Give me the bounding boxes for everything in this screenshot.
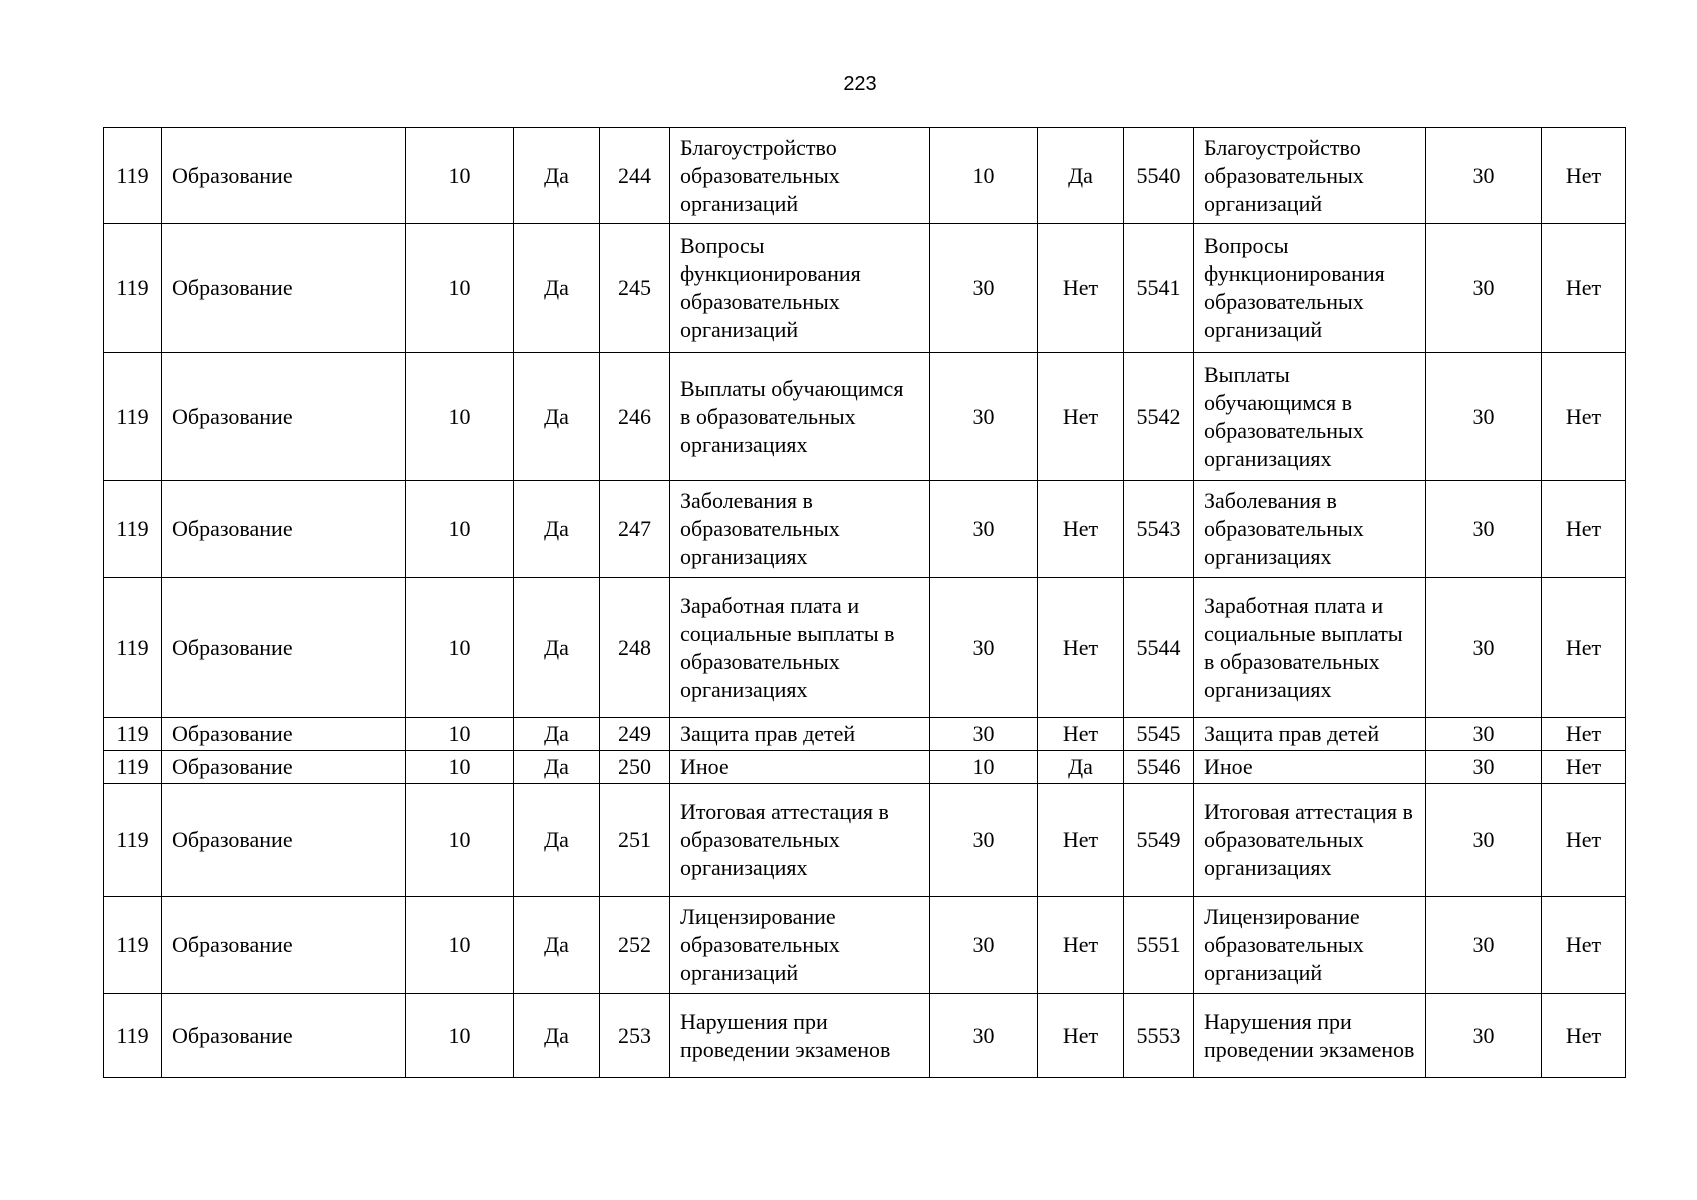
cell-question-name: Выплаты обучающимся в образовательных организациях <box>1194 353 1426 481</box>
cell-topic-code: 250 <box>600 751 670 784</box>
cell-section-flag: Да <box>514 718 600 751</box>
cell-question-code: 5542 <box>1124 353 1194 481</box>
table-row <box>104 718 1626 751</box>
cell-section-flag: Да <box>514 994 600 1078</box>
cell-topic-name: Вопросы функционирования образовательных организаций <box>670 224 930 353</box>
table-row <box>104 897 1626 994</box>
cell-section-code: 119 <box>104 897 162 994</box>
cell-topic-code: 251 <box>600 784 670 897</box>
table-row <box>104 751 1626 784</box>
cell-section-days: 10 <box>406 224 514 353</box>
cell-section-code: 119 <box>104 353 162 481</box>
cell-section-days: 10 <box>406 578 514 718</box>
cell-question-flag: Нет <box>1542 784 1626 897</box>
cell-topic-days: 30 <box>930 784 1038 897</box>
cell-topic-name: Выплаты обучающимся в образовательных организациях <box>670 353 930 481</box>
cell-question-code: 5544 <box>1124 578 1194 718</box>
cell-question-code: 5540 <box>1124 128 1194 224</box>
cell-question-days: 30 <box>1426 578 1542 718</box>
table-row <box>104 578 1626 718</box>
cell-section-flag: Да <box>514 481 600 578</box>
cell-section-code: 119 <box>104 994 162 1078</box>
cell-section-name: Образование <box>162 481 406 578</box>
cell-section-flag: Да <box>514 353 600 481</box>
cell-question-days: 30 <box>1426 994 1542 1078</box>
cell-section-name: Образование <box>162 751 406 784</box>
cell-section-name: Образование <box>162 353 406 481</box>
cell-topic-code: 249 <box>600 718 670 751</box>
table-row <box>104 784 1626 897</box>
cell-section-name: Образование <box>162 718 406 751</box>
cell-topic-flag: Да <box>1038 128 1124 224</box>
cell-topic-flag: Нет <box>1038 897 1124 994</box>
cell-section-name: Образование <box>162 224 406 353</box>
cell-topic-flag: Нет <box>1038 224 1124 353</box>
cell-topic-days: 30 <box>930 718 1038 751</box>
cell-question-name: Лицензирование образовательных организаций <box>1194 897 1426 994</box>
cell-question-days: 30 <box>1426 718 1542 751</box>
cell-section-name: Образование <box>162 128 406 224</box>
cell-question-flag: Нет <box>1542 481 1626 578</box>
cell-topic-flag: Нет <box>1038 481 1124 578</box>
cell-topic-name: Заработная плата и социальные выплаты в образовательных организациях <box>670 578 930 718</box>
cell-question-code: 5541 <box>1124 224 1194 353</box>
cell-question-flag: Нет <box>1542 128 1626 224</box>
cell-section-name: Образование <box>162 578 406 718</box>
cell-section-days: 10 <box>406 751 514 784</box>
cell-topic-flag: Нет <box>1038 718 1124 751</box>
cell-question-name: Итоговая аттестация в образовательных организациях <box>1194 784 1426 897</box>
cell-section-name: Образование <box>162 994 406 1078</box>
cell-section-days: 10 <box>406 481 514 578</box>
cell-question-days: 30 <box>1426 224 1542 353</box>
cell-topic-name: Заболевания в образовательных организациях <box>670 481 930 578</box>
cell-topic-flag: Нет <box>1038 353 1124 481</box>
cell-topic-code: 246 <box>600 353 670 481</box>
cell-topic-code: 252 <box>600 897 670 994</box>
cell-question-days: 30 <box>1426 751 1542 784</box>
cell-question-flag: Нет <box>1542 751 1626 784</box>
cell-topic-code: 248 <box>600 578 670 718</box>
cell-topic-days: 30 <box>930 353 1038 481</box>
cell-section-code: 119 <box>104 578 162 718</box>
cell-question-flag: Нет <box>1542 994 1626 1078</box>
cell-question-name: Вопросы функционирования образовательных организаций <box>1194 224 1426 353</box>
cell-section-days: 10 <box>406 718 514 751</box>
cell-topic-days: 10 <box>930 128 1038 224</box>
cell-question-flag: Нет <box>1542 224 1626 353</box>
cell-section-code: 119 <box>104 481 162 578</box>
cell-topic-code: 253 <box>600 994 670 1078</box>
cell-question-days: 30 <box>1426 128 1542 224</box>
cell-question-code: 5546 <box>1124 751 1194 784</box>
cell-section-days: 10 <box>406 994 514 1078</box>
table-row <box>104 994 1626 1078</box>
cell-topic-flag: Нет <box>1038 784 1124 897</box>
cell-topic-name: Итоговая аттестация в образовательных организациях <box>670 784 930 897</box>
cell-topic-flag: Нет <box>1038 994 1124 1078</box>
cell-topic-days: 30 <box>930 481 1038 578</box>
cell-question-name: Нарушения при проведении экзаменов <box>1194 994 1426 1078</box>
cell-section-code: 119 <box>104 784 162 897</box>
cell-question-code: 5549 <box>1124 784 1194 897</box>
cell-question-name: Заболевания в образовательных организациях <box>1194 481 1426 578</box>
cell-question-flag: Нет <box>1542 578 1626 718</box>
cell-section-flag: Да <box>514 128 600 224</box>
cell-section-days: 10 <box>406 784 514 897</box>
cell-question-name: Благоустройство образовательных организаций <box>1194 128 1426 224</box>
cell-question-code: 5551 <box>1124 897 1194 994</box>
cell-section-code: 119 <box>104 224 162 353</box>
cell-question-name: Заработная плата и социальные выплаты в образовательных организациях <box>1194 578 1426 718</box>
cell-section-code: 119 <box>104 751 162 784</box>
cell-question-days: 30 <box>1426 897 1542 994</box>
cell-question-flag: Нет <box>1542 897 1626 994</box>
cell-section-days: 10 <box>406 897 514 994</box>
cell-question-flag: Нет <box>1542 353 1626 481</box>
cell-question-days: 30 <box>1426 784 1542 897</box>
table-row <box>104 128 1626 224</box>
cell-topic-flag: Да <box>1038 751 1124 784</box>
cell-section-name: Образование <box>162 897 406 994</box>
table-row <box>104 481 1626 578</box>
cell-topic-flag: Нет <box>1038 578 1124 718</box>
data-table <box>103 127 1626 1078</box>
cell-topic-name: Благоустройство образовательных организаций <box>670 128 930 224</box>
cell-topic-name: Лицензирование образовательных организаций <box>670 897 930 994</box>
cell-section-days: 10 <box>406 353 514 481</box>
cell-topic-days: 30 <box>930 994 1038 1078</box>
cell-section-code: 119 <box>104 128 162 224</box>
cell-section-days: 10 <box>406 128 514 224</box>
table-row <box>104 353 1626 481</box>
cell-section-flag: Да <box>514 224 600 353</box>
cell-question-days: 30 <box>1426 481 1542 578</box>
cell-topic-days: 10 <box>930 751 1038 784</box>
cell-section-flag: Да <box>514 578 600 718</box>
cell-topic-name: Защита прав детей <box>670 718 930 751</box>
cell-topic-name: Нарушения при проведении экзаменов <box>670 994 930 1078</box>
cell-section-name: Образование <box>162 784 406 897</box>
cell-section-flag: Да <box>514 751 600 784</box>
cell-topic-days: 30 <box>930 224 1038 353</box>
cell-question-code: 5545 <box>1124 718 1194 751</box>
cell-topic-name: Иное <box>670 751 930 784</box>
cell-question-days: 30 <box>1426 353 1542 481</box>
cell-section-flag: Да <box>514 897 600 994</box>
cell-topic-code: 247 <box>600 481 670 578</box>
cell-question-name: Защита прав детей <box>1194 718 1426 751</box>
cell-topic-days: 30 <box>930 578 1038 718</box>
cell-topic-days: 30 <box>930 897 1038 994</box>
cell-question-name: Иное <box>1194 751 1426 784</box>
cell-topic-code: 245 <box>600 224 670 353</box>
cell-question-code: 5553 <box>1124 994 1194 1078</box>
cell-topic-code: 244 <box>600 128 670 224</box>
page-number: 223 <box>843 73 877 95</box>
cell-section-code: 119 <box>104 718 162 751</box>
table-row <box>104 224 1626 353</box>
cell-question-flag: Нет <box>1542 718 1626 751</box>
cell-section-flag: Да <box>514 784 600 897</box>
cell-question-code: 5543 <box>1124 481 1194 578</box>
